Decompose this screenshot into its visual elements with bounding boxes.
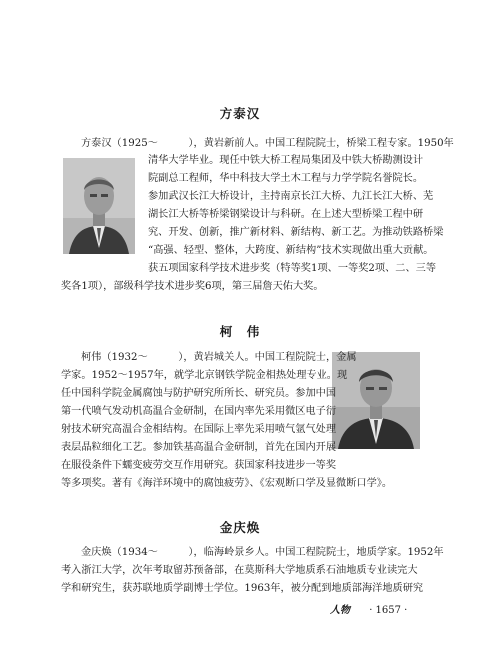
paragraph-line: 奖各1项），部级科学技术进步奖6项，第三届詹天佑大奖。 xyxy=(61,281,324,292)
paragraph-line: 究、开发、创新，推广新材料、新结构、新工艺。为推动铁路桥梁 xyxy=(148,227,444,238)
page-number: · 1657 · xyxy=(369,605,408,616)
section-title-fang: 方泰汉 xyxy=(219,106,261,121)
paragraph-line: 在服役条件下蠕变疲劳交互作用研究。获国家科技进步一等奖 xyxy=(61,460,337,471)
paragraph-line: 考入浙江大学，次年考取留苏预备部，在莫斯科大学地质系石油地质专业读完大 xyxy=(61,565,418,576)
paragraph-line: 参加武汉长江大桥设计，主持南京长江大桥、九江长江大桥、芜 xyxy=(148,191,434,202)
paragraph-line: 表层晶粒细化工艺。参加铁基高温合金研制，首先在国内开展 xyxy=(61,442,337,453)
page-footer xyxy=(330,601,407,616)
paragraph-line: 柯伟（1932～ ），黄岩城关人。中国工程院院士，金属 xyxy=(81,352,357,363)
paragraph-line: 射技术研究高温合金相结构。在国际上率先采用喷气氩气处理 xyxy=(61,424,337,435)
paragraph-line: 学和研究生，获苏联地质学副博士学位。1963年，被分配到地质部海洋地质研究 xyxy=(61,583,424,594)
paragraph-line: 等多项奖。著有《海洋环境中的腐蚀疲劳》、《宏观断口学及显微断口学》。 xyxy=(61,478,393,489)
paragraph-line: 清华大学毕业。现任中铁大桥工程局集团及中铁大桥勘测设计 xyxy=(148,155,424,166)
paragraph-line: “高强、轻型、整体，大跨度、新结构”技术实现做出重大贡献。 xyxy=(148,245,434,256)
paragraph-line: 第一代喷气发动机高温合金研制，在国内率先采用微区电子衍 xyxy=(61,406,337,417)
section-title-ke: 柯 伟 xyxy=(219,324,261,339)
paragraph-line: 任中国科学院金属腐蚀与防护研究所所长、研究员。参加中国 xyxy=(61,388,337,399)
paragraph-line: 院副总工程师，华中科技大学土木工程与力学学院名誉院长。 xyxy=(148,173,424,184)
paragraph-line: 学家。1952～1957年，就学北京钢铁学院金相热处理专业。现 xyxy=(61,370,348,381)
paragraph-line: 湖长江大桥等桥梁钢梁设计与科研。在上述大型桥梁工程中研 xyxy=(148,209,424,220)
paragraph-line: 金庆焕（1934～ ），临海岭景乡人。中国工程院院士，地质学家。1952年 xyxy=(81,547,444,558)
footer-section-label: 人物 xyxy=(330,605,350,616)
section-title-jin: 金庆焕 xyxy=(219,520,261,535)
paragraph-line: 获五项国家科学技术进步奖（特等奖1项、一等奖2项、二、三等 xyxy=(148,263,437,274)
portrait-photo-ke xyxy=(332,352,420,449)
portrait-photo-fang xyxy=(63,158,135,254)
paragraph-line: 方泰汉（1925～ ），黄岩新前人。中国工程院院士，桥梁工程专家。1950年 xyxy=(81,138,454,149)
